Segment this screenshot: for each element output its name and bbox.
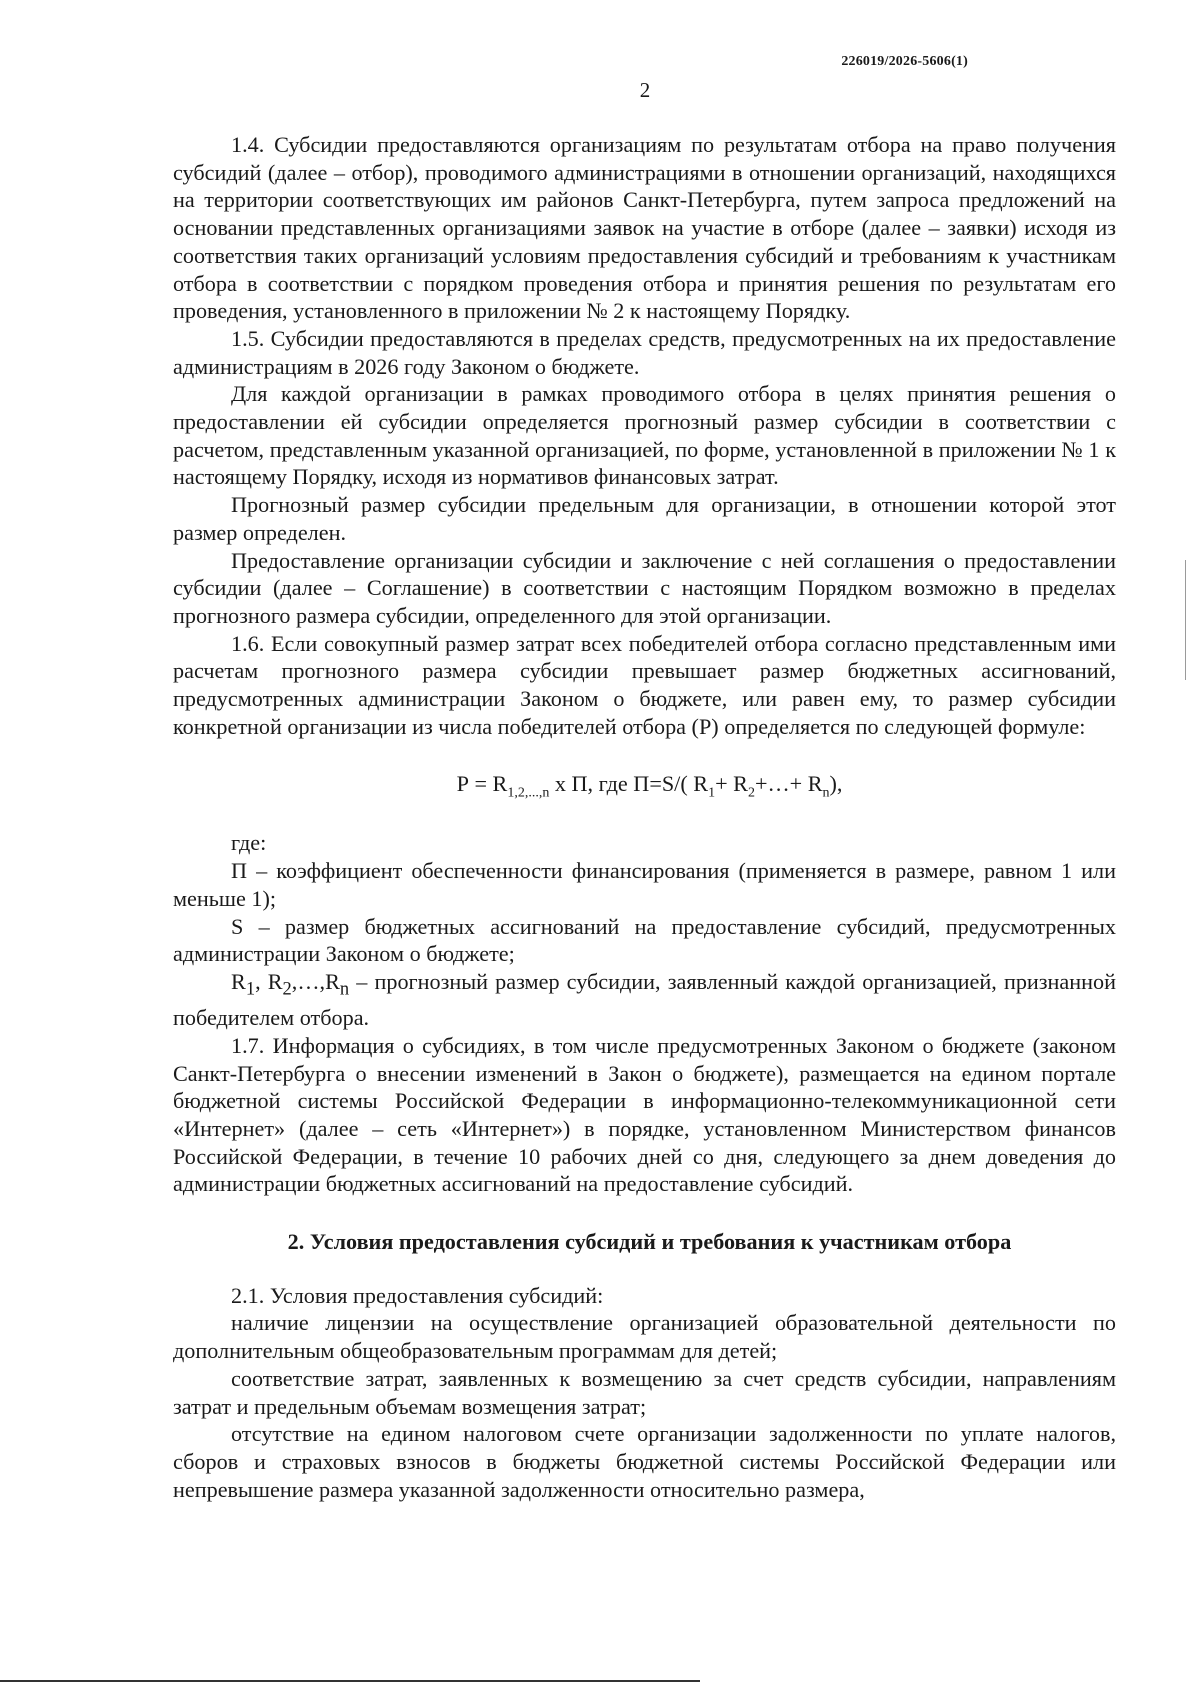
def-r-sub-2: 2: [282, 979, 292, 1000]
def-r-sub-n: n: [339, 979, 350, 1000]
section-2-heading: 2. Условия предоставления субсидий и требования к участникам отбора: [287, 1229, 1012, 1255]
def-r-text: – прогнозный размер субсидии, заявленный каждой организацией, признанной победителем отбора.: [173, 968, 1116, 1031]
condition-license: наличие лицензии на осуществление организацией образовательной деятельности по дополнительным общеобразовательным программам для детей;: [173, 1310, 1116, 1364]
condition-tax-debt: отсутствие на едином налоговом счете организации задолженности по уплате налогов, сборов и страховых взносов в бюджеты бюджетной системы Российской Федерации или непревышение размера указанной задолженности относительно размера,: [173, 1421, 1116, 1502]
scan-right-edge: [1185, 560, 1186, 680]
formula-mid: х П, где П=S/( R: [549, 771, 709, 797]
paragraph-1-5-agreement: Предоставление организации субсидии и заключение с ней соглашения о предоставлении субсидии (далее – Соглашение) в соответствии с настоящим Порядком возможно в пределах прогнозного размера субсидии, определенного для этой организации.: [173, 547, 1116, 628]
def-r-comma-2: ,…,R: [291, 968, 340, 994]
scan-bottom-edge: [0, 1680, 700, 1682]
formula-sub-1: 1: [708, 785, 716, 801]
formula-plus-1: + R: [715, 771, 748, 797]
document-body: [173, 131, 1116, 1503]
formula-plus-2: +…+ R: [754, 771, 823, 797]
formula-index: 1,2,...,n: [507, 785, 550, 801]
definition-s: S – размер бюджетных ассигнований на предоставление субсидий, предусмотренных администрации Законом о бюджете;: [173, 913, 1116, 967]
formula-sub-n: n: [822, 785, 830, 801]
subsidy-formula: [173, 770, 1116, 812]
where-label: где:: [231, 830, 267, 856]
definition-p: П – коэффициент обеспеченности финансирования (применяется в размере, равном 1 или меньше 1);: [173, 858, 1116, 911]
document-id: 226019/2026-5606(1): [841, 54, 968, 69]
formula-sub-2: 2: [747, 785, 755, 801]
paragraph-1-6: 1.6. Если совокупный размер затрат всех победителей отбора согласно представленным ими расчетам прогнозного размера субсидии превышает размер бюджетных ассигнований, предусмотренных администрации Законом о бюджете, или равен ему, то размер субсидии конкретной организации из числа победителей отбора (Р) определяется по следующей формуле:: [173, 630, 1116, 739]
def-r-comma-1: , R: [255, 968, 283, 994]
paragraph-1-5: 1.5. Субсидии предоставляются в пределах средств, предусмотренных на их предоставление администрациям в 2026 году Законом о бюджете.: [173, 325, 1116, 379]
paragraph-1-5-forecast: Для каждой организации в рамках проводимого отбора в целях принятия решения о предоставлении ей субсидии определяется прогнозный размер субсидии в соответствии с расчетом, представленным указанной организацией, по форме, установленной в приложении № 1 к настоящему Порядку, исходя из нормативов финансовых затрат.: [173, 381, 1116, 490]
page-number: 2: [639, 78, 651, 102]
paragraph-2-1: 2.1. Условия предоставления субсидий:: [231, 1282, 604, 1308]
def-r-symbol: R: [231, 968, 246, 994]
paragraph-1-5-limit: Прогнозный размер субсидии предельным для организации, в отношении которой этот размер определен.: [173, 492, 1116, 545]
definition-r: [173, 968, 1116, 1032]
def-r-sub-1: 1: [245, 979, 256, 1000]
formula-lhs: Р = R: [456, 771, 508, 797]
formula-close: ),: [829, 771, 843, 797]
condition-costs: соответствие затрат, заявленных к возмещению за счет средств субсидии, направлениям затрат и предельным объемам возмещения затрат;: [173, 1365, 1116, 1419]
paragraph-1-7: 1.7. Информация о субсидиях, в том числе предусмотренных Законом о бюджете (законом Санкт-Петербурга о внесении изменений в Закон о бюджете), размещается на едином портале бюджетной системы Российской Федерации в информационно-телекоммуникационной сети «Интернет» (далее – сеть «Интернет») в порядке, установленном Министерством финансов Российской Федерации, в течение 10 рабочих дней со дня, следующего за днем доведения до администрации бюджетных ассигнований на предоставление субсидий.: [173, 1032, 1116, 1197]
paragraph-1-4: 1.4. Субсидии предоставляются организациям по результатам отбора на право получения субсидий (далее – отбор), проводимого администрациями в отношении организаций, находящихся на территории соответствующих им районов Санкт-Петербурга, путем запроса предложений на основании представленных организациями заявок на участие в отборе (далее – заявки) исходя из соответствия таких организаций условиям предоставления субсидий и требованиям к участникам отбора в соответствии с порядком проведения отбора и принятия решения по результатам его проведения, установленного в приложении № 2 к настоящему Порядку.: [173, 132, 1116, 324]
